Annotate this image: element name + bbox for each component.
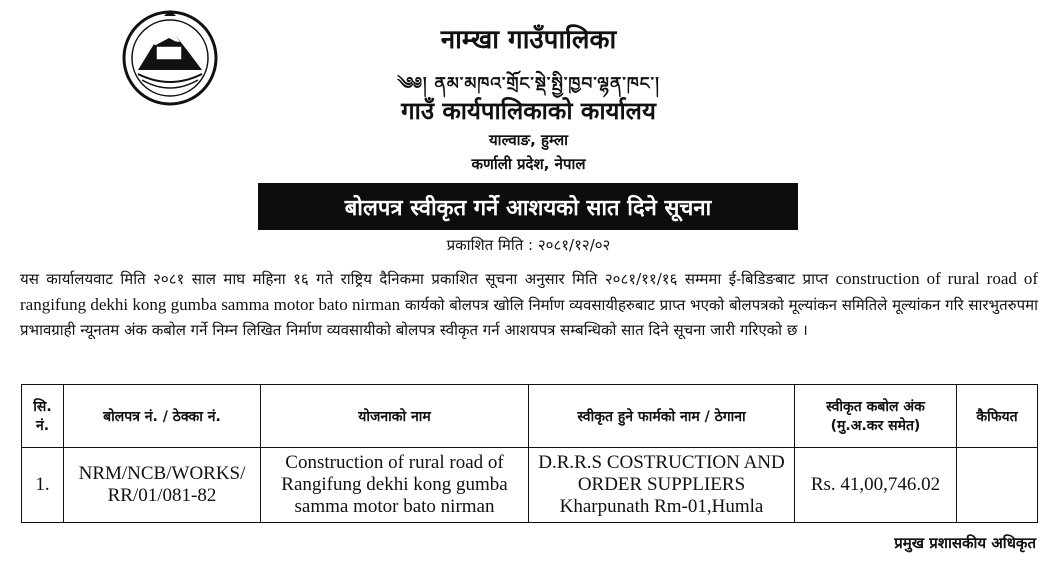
notice-body-part-1: यस कार्यालयवाट मिति २०८१ साल माघ महिना १६ गते राष्ट्रिय दैनिकमा प्रकाशित सूचना अनुसार मिति २०८१/११/१६ सम्ममा ई-बिडिङबाट प्राप्त <box>20 270 836 288</box>
address-line-2: कर्णाली प्रदेश, नेपाल <box>471 155 586 173</box>
notice-title: बोलपत्र स्वीकृत गर्ने आशयको सात दिने सूचना <box>258 183 798 230</box>
header-project-name: योजनाको नाम <box>261 385 529 448</box>
header-serial: सि. नं. <box>22 385 64 448</box>
municipality-name: नाम्खा गाउँपालिका <box>440 25 617 55</box>
address-line-1: याल्वाङ, हुम्ला <box>488 131 569 149</box>
award-table <box>21 384 1038 523</box>
cell-bid-number: NRM/NCB/WORKS/ RR/01/081-82 <box>64 448 261 523</box>
header-bid-amount: स्वीकृत कबोल अंक (मु.अ.कर समेत) <box>795 385 957 448</box>
cell-firm-name: D.R.R.S COSTRUCTION AND ORDER SUPPLIERS Kharpunath Rm-01,Humla <box>529 448 795 523</box>
header-remarks: कैफियत <box>957 385 1038 448</box>
tibetan-name: ༄༅། ནམ་མཁའ་གྲོང་སྡེ་སྤྱི་ཁྱབ་ལྷན་ཁང་། <box>397 74 660 94</box>
cell-serial: 1. <box>22 448 64 523</box>
table-header-row <box>22 385 1038 448</box>
notice-body-project: construction of rural road of rangifung dekhi kong gumba samma motor bato nirman <box>20 269 1038 314</box>
cell-project-name: Construction of rural road of Rangifung dekhi kong gumba samma motor bato nirman <box>261 448 529 523</box>
office-title: गाउँ कार्यपालिकाको कार्यालय <box>401 97 656 125</box>
municipality-emblem <box>120 8 220 108</box>
notice-body-part-2: कार्यको बोलपत्र खोलि निर्माण व्यवसायीहरुबाट प्राप्त भएको बोलपत्रको मूल्यांकन समितिले मूल्यांकन गरि सारभुतरुपमा प्रभावग्राही न्यूनतम अंक कबोल गर्ने निम्न लिखित निर्माण व्यवसायीको बोलपत्र स्वीकृत गर्न आशयपत्र सम्बन्धिको सात दिने सूचना जारी गरिएको छ । <box>20 296 1038 339</box>
cell-bid-amount: Rs. 41,00,746.02 <box>795 448 957 523</box>
published-date: प्रकाशित मिति : २०८१/१२/०२ <box>446 236 611 254</box>
header-firm-name: स्वीकृत हुने फार्मको नाम / ठेगाना <box>529 385 795 448</box>
signatory: प्रमुख प्रशासकीय अधिकृत <box>894 534 1036 552</box>
header-bid-number: बोलपत्र नं. / ठेक्का नं. <box>64 385 261 448</box>
cell-remarks <box>957 448 1038 523</box>
table-row <box>22 448 1038 523</box>
notice-body <box>20 266 1038 343</box>
